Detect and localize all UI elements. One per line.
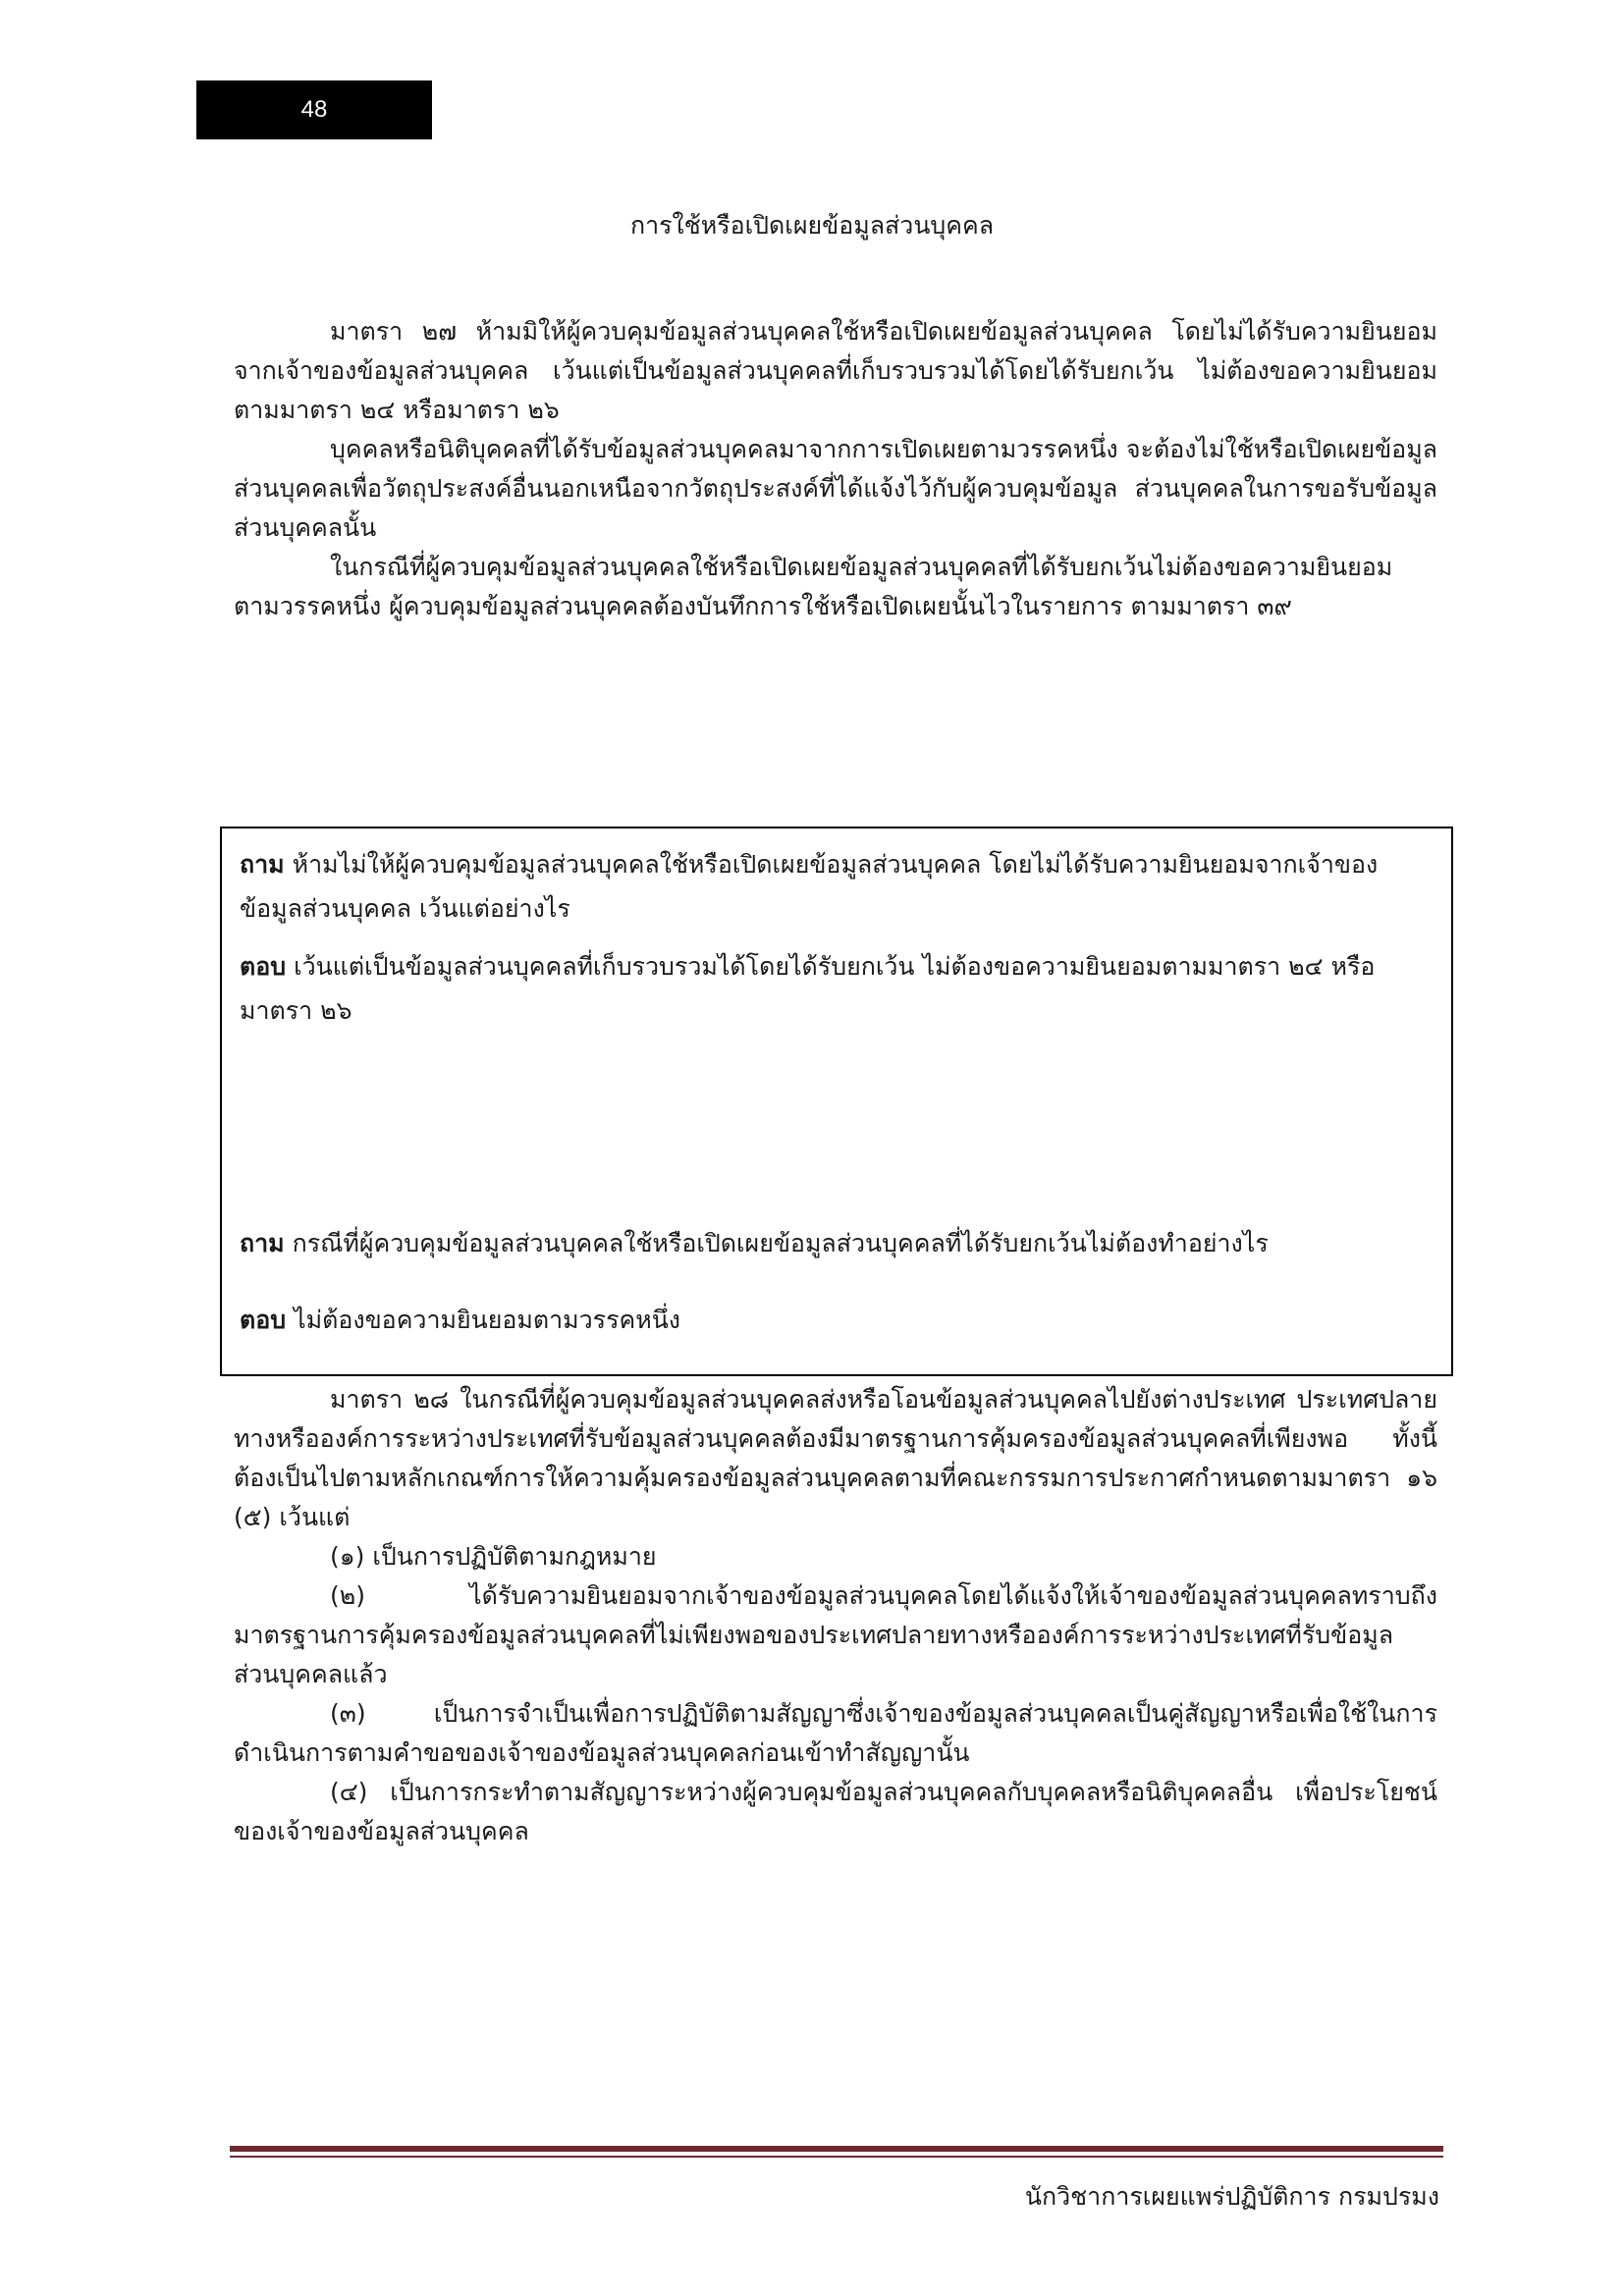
section-28-item: (๒) ได้รับความยินยอมจากเจ้าของข้อมูลส่วนบุคคลโดยได้แจ้งให้เจ้าของข้อมูลส่วนบุคคลทราบถึงมาตรฐานการคุ้มครองข้อมูลส่วนบุคคลที่ไม่เพียงพอของประเทศปลายทางหรือองค์การระหว่างประเทศที่รับข้อมูลส่วนบุคคลแล้ว: [234, 1581, 1437, 1688]
qa-box: [220, 827, 1453, 1376]
section-28-item: (๔) เป็นการกระทำตามสัญญาระหว่างผู้ควบคุมข้อมูลส่วนบุคคลกับบุคคลหรือนิติบุคคลอื่น เพื่อประโยชน์ของเจ้าของข้อมูลส่วนบุคคล: [234, 1778, 1437, 1845]
answer-text: เว้นแต่เป็นข้อมูลส่วนบุคคลที่เก็บรวบรวมได้โดยได้รับยกเว้น ไม่ต้องขอความยินยอมตามมาตรา ๒๔ หรือมาตรา ๒๖: [240, 952, 1376, 1025]
footer-divider-thin: [230, 2156, 1443, 2158]
answer-label: ตอบ: [240, 1306, 287, 1334]
section-28-intro: มาตรา ๒๘ ในกรณีที่ผู้ควบคุมข้อมูลส่วนบุคคลส่งหรือโอนข้อมูลส่วนบุคคลไปยังต่างประเทศ ประเทศปลายทางหรือองค์การระหว่างประเทศที่รับข้อมูลส่วนบุคคลต้องมีมาตรฐานการคุ้มครองข้อมูลส่วนบุคคลที่เพียงพอ ทั้งนี้ ต้องเป็นไปตามหลักเกณฑ์การให้ความคุ้มครองข้อมูลส่วนบุคคลตามที่คณะกรรมการประกาศกำหนดตามมาตรา ๑๖ (๕) เว้นแต่: [234, 1385, 1437, 1531]
page-title: การใช้หรือเปิดเผยข้อมูลส่วนบุคคล: [629, 211, 995, 240]
page-number: 48: [196, 80, 432, 139]
footer-text: นักวิชาการเผยแพร่ปฏิบัติการ กรมปรมง: [1024, 2182, 1439, 2211]
question-text: ห้ามไม่ให้ผู้ควบคุมข้อมูลส่วนบุคคลใช้หรือเปิดเผยข้อมูลส่วนบุคคล โดยไม่ได้รับความยินยอมจากเจ้าของข้อมูลส่วนบุคคล เว้นแต่อย่างไร: [240, 850, 1379, 923]
answer-label: ตอบ: [240, 952, 287, 981]
answer-text: ไม่ต้องขอความยินยอมตามวรรคหนึ่ง: [294, 1306, 680, 1334]
section-27-paragraph-1: มาตรา ๒๗ ห้ามมิให้ผู้ควบคุมข้อมูลส่วนบุคคลใช้หรือเปิดเผยข้อมูลส่วนบุคคล โดยไม่ได้รับความยินยอมจากเจ้าของข้อมูลส่วนบุคคล เว้นแต่เป็นข้อมูลส่วนบุคคลที่เก็บรวบรวมได้โดยได้รับยกเว้น ไม่ต้องขอความยินยอมตามมาตรา ๒๔ หรือมาตรา ๒๖: [234, 317, 1437, 424]
footer-divider-thick: [230, 2146, 1443, 2152]
section-28-item: (๓) เป็นการจำเป็นเพื่อการปฏิบัติตามสัญญาซึ่งเจ้าของข้อมูลส่วนบุคคลเป็นคู่สัญญาหรือเพื่อใช้ในการดำเนินการตามคำขอของเจ้าของข้อมูลส่วนบุคคลก่อนเข้าทำสัญญานั้น: [234, 1699, 1437, 1767]
qa-answer-1: [240, 944, 1434, 1033]
qa-question-1: [240, 842, 1434, 931]
section-27: [234, 312, 1437, 626]
qa-answer-2: [240, 1298, 1434, 1342]
section-28-item: (๑) เป็นการปฏิบัติตามกฎหมาย: [330, 1542, 657, 1571]
question-text: กรณีที่ผู้ควบคุมข้อมูลส่วนบุคคลใช้หรือเปิดเผยข้อมูลส่วนบุคคลที่ได้รับยกเว้นไม่ต้องทำอย่างไร: [292, 1229, 1269, 1257]
section-28: [234, 1380, 1437, 1851]
qa-question-2: [240, 1221, 1434, 1265]
question-label: ถาม: [240, 850, 285, 879]
question-label: ถาม: [240, 1229, 285, 1257]
section-27-paragraph-2: บุคคลหรือนิติบุคคลที่ได้รับข้อมูลส่วนบุคคลมาจากการเปิดเผยตามวรรคหนึ่ง จะต้องไม่ใช้หรือเปิดเผยข้อมูลส่วนบุคคลเพื่อวัตถุประสงค์อื่นนอกเหนือจากวัตถุประสงค์ที่ได้แจ้งไว้กับผู้ควบคุมข้อมูล ส่วนบุคคลในการขอรับข้อมูลส่วนบุคคลนั้น: [234, 435, 1437, 542]
footer-divider: [230, 2146, 1443, 2158]
section-27-paragraph-3: ในกรณีที่ผู้ควบคุมข้อมูลส่วนบุคคลใช้หรือเปิดเผยข้อมูลส่วนบุคคลที่ได้รับยกเว้นไม่ต้องขอความยินยอมตามวรรคหนึ่ง ผู้ควบคุมข้อมูลส่วนบุคคลต้องบันทึกการใช้หรือเปิดเผยนั้นไวในรายการ ตามมาตรา ๓๙: [234, 553, 1393, 620]
